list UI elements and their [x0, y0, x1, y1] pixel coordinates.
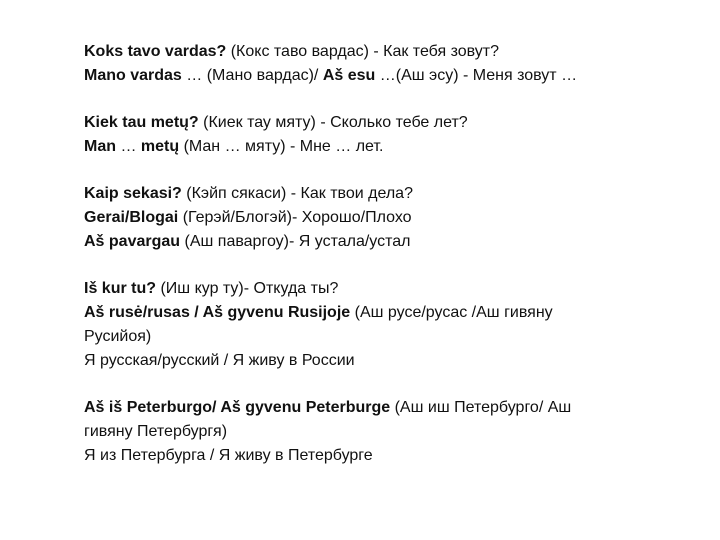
lithuanian-phrase: Iš kur tu? [84, 280, 157, 297]
translation-text: (Киек тау мяту) - Сколько тебе лет? [198, 114, 468, 131]
phrase-line [84, 182, 624, 206]
translation-text: … (Мано вардас)/ [181, 67, 323, 84]
translation-text: (Ман … мяту) - Мне … лет. [179, 138, 384, 155]
phrase-line [84, 206, 624, 230]
phrase-block-city [84, 396, 624, 468]
phrase-line [84, 230, 624, 254]
translation-text: (Аш паваргоу)- Я устала/устал [180, 233, 411, 250]
translation-text: …(Аш эсу) - Меня зовут … [375, 67, 578, 84]
lithuanian-phrase: Mano vardas [84, 67, 182, 84]
phrase-line [84, 301, 624, 349]
phrase-line [84, 396, 624, 444]
translation-text: (Герэй/Блогэй)- Хорошо/Плохо [178, 209, 412, 226]
phrase-block-origin [84, 277, 624, 373]
phrase-block-how-are-you [84, 182, 624, 254]
translation-text: (Кокс таво вардас) - Как тебя зовут? [226, 43, 500, 60]
phrasebook-page [84, 40, 624, 491]
lithuanian-phrase: metų [140, 138, 180, 155]
lithuanian-phrase: Kiek tau metų? [84, 114, 199, 131]
translation-text: Я из Петербурга / Я живу в Петербурге [84, 447, 373, 464]
translation-text: (Аш иш Петербурго/ Аш гивяну Петербургя) [84, 399, 572, 440]
lithuanian-phrase: Aš esu [322, 67, 376, 84]
phrase-line [84, 40, 624, 64]
lithuanian-phrase: Man [84, 138, 116, 155]
phrase-line [84, 444, 624, 468]
phrase-line [84, 277, 624, 301]
lithuanian-phrase: Aš rusė/rusas / Aš gyvenu Rusijoje [84, 304, 351, 321]
phrase-line [84, 64, 624, 88]
translation-text: … [116, 138, 141, 155]
phrase-line [84, 349, 624, 373]
lithuanian-phrase: Gerai/Blogai [84, 209, 179, 226]
lithuanian-phrase: Aš iš Peterburgo/ Aš gyvenu Peterburge [84, 399, 391, 416]
lithuanian-phrase: Aš pavargau [84, 233, 181, 250]
phrase-line [84, 111, 624, 135]
translation-text: Я русская/русский / Я живу в России [84, 352, 355, 369]
lithuanian-phrase: Koks tavo vardas? [84, 43, 227, 60]
phrase-block-age [84, 111, 624, 159]
phrase-line [84, 135, 624, 159]
translation-text: (Аш русе/русас /Аш гивяну Русийоя) [84, 304, 553, 345]
translation-text: (Иш кур ту)- Откуда ты? [156, 280, 339, 297]
translation-text: (Кэйп сякаси) - Как твои дела? [181, 185, 413, 202]
phrase-block-name [84, 40, 624, 88]
lithuanian-phrase: Kaip sekasi? [84, 185, 182, 202]
